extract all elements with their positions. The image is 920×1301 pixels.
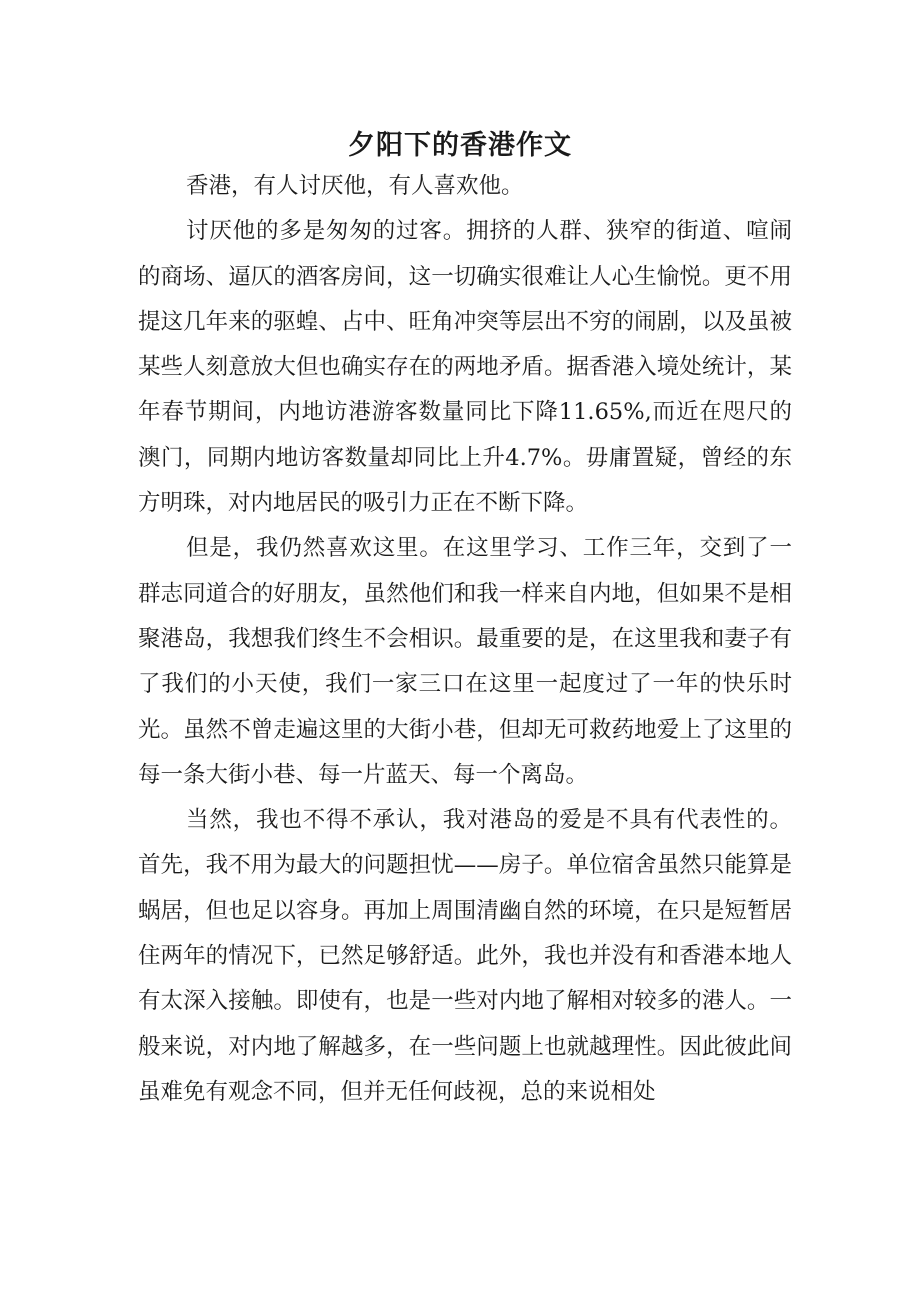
document-body bbox=[138, 164, 792, 1115]
document-title: 夕阳下的香港作文 bbox=[348, 130, 572, 162]
paragraph: 当然，我也不得不承认，我对港岛的爱是不具有代表性的。首先，我不用为最大的问题担忧——房子。单位宿舍虽然只能算是蜗居，但也足以容身。再加上周围清幽自然的环境，在只是短暂居住两年的情况下，已然足够舒适。此外，我也并没有和香港本地人有太深入接触。即使有，也是一些对内地了解相对较多的港人。一般来说，对内地了解越多，在一些问题上也就越理性。因此彼此间虽难免有观念不同，但并无任何歧视，总的来说相处 bbox=[138, 807, 792, 1105]
paragraph: 讨厌他的多是匆匆的过客。拥挤的人群、狭窄的街道、喧闹的商场、逼仄的酒客房间，这一切确实很难让人心生愉悦。更不用提这几年来的驱蝗、占中、旺角冲突等层出不穷的闹剧，以及虽被某些人刻意放大但也确实存在的两地矛盾。据香港入境处统计，某年春节期间，内地访港游客数量同比下降11.65%,而近在咫尺的澳门，同期内地访客数量却同比上升4.7%。毋庸置疑，曾经的东方明珠，对内地居民的吸引力正在不断下降。 bbox=[138, 218, 792, 517]
paragraph: 但是，我仍然喜欢这里。在这里学习、工作三年，交到了一群志同道合的好朋友，虽然他们和我一样来自内地，但如果不是相聚港岛，我想我们终生不会相识。最重要的是，在这里我和妻子有了我们的小天使，我们一家三口在这里一起度过了一年的快乐时光。虽然不曾走遍这里的大街小巷，但却无可救药地爱上了这里的每一条大街小巷、每一片蓝天、每一个离岛。 bbox=[138, 535, 792, 788]
paragraph: 香港，有人讨厌他，有人喜欢他。 bbox=[186, 173, 524, 199]
